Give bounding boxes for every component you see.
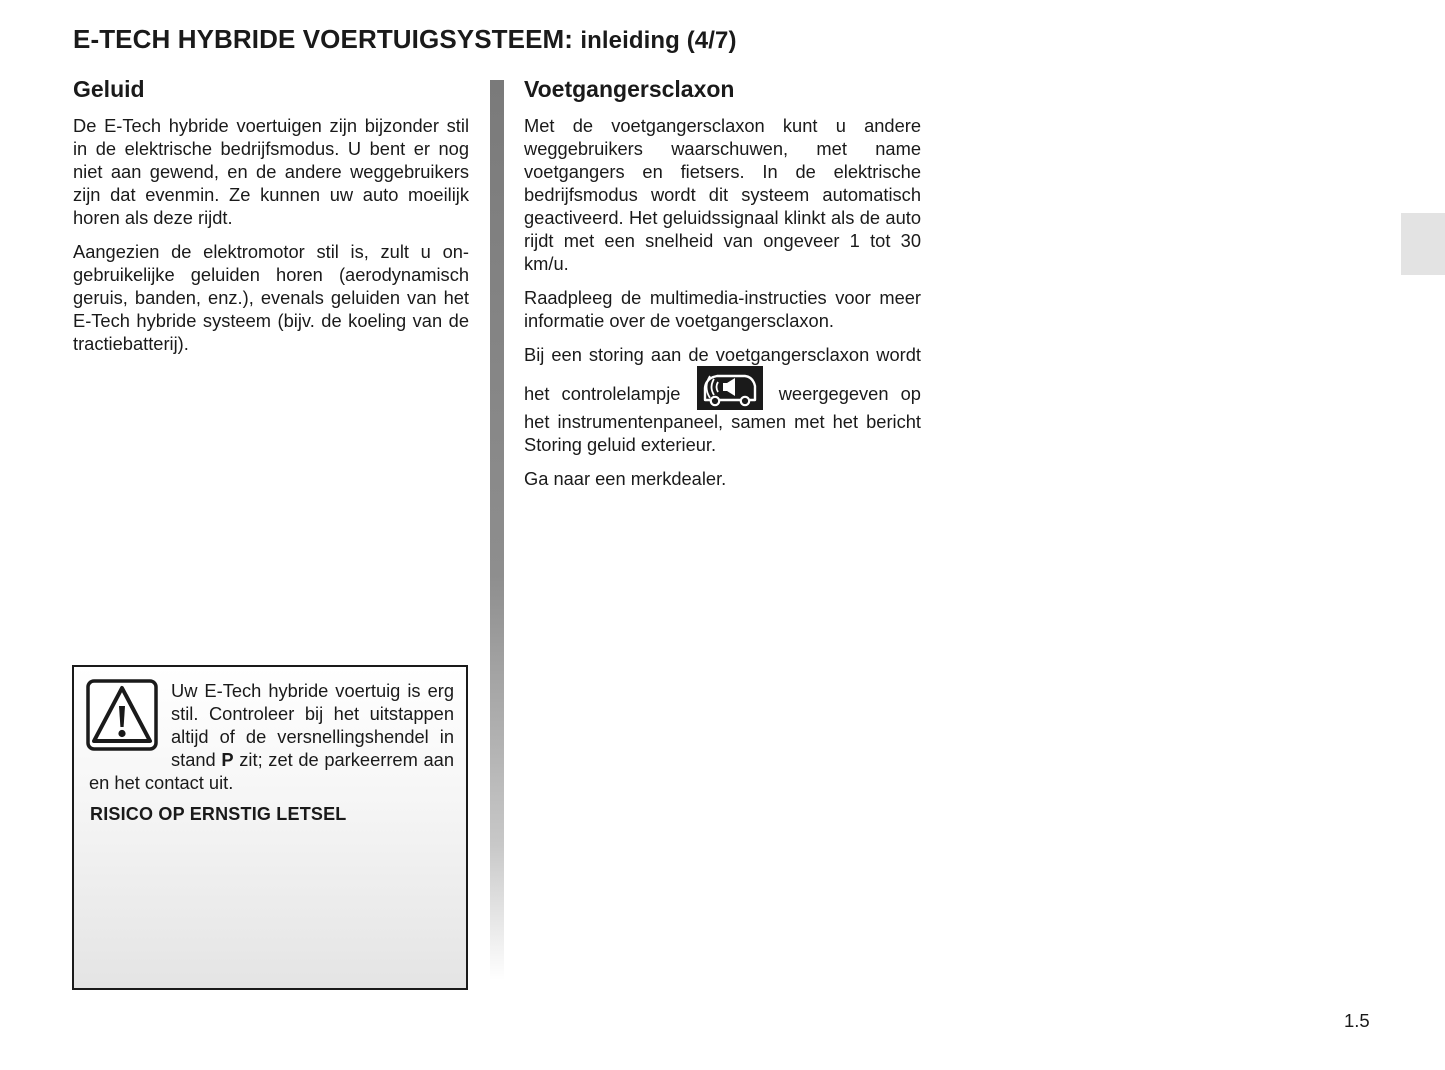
paragraph: Ga naar een merkdealer. [524, 468, 727, 489]
pedestrian-horn-warning-lamp-icon [697, 366, 763, 410]
warning-box [72, 665, 468, 990]
warning-text-part: Uw E-Tech hybride voertuig is erg stil. Controleer bij het uitstappen altijd of de versnellingshendel in stand [171, 680, 454, 770]
paragraph: Raadpleeg de multimedia-instructies voor meer informatie over de voetgangersclaxon. [524, 287, 921, 331]
section-heading-voetgangersclaxon: Voetgangersclaxon [524, 76, 735, 102]
paragraph: Met de voetgangersclaxon kunt u andere weggebruikers waarschuwen, met name voetgangers en fietsers. In de elektrische bedrijfsmodus wordt dit systeem automatisch geactiveerd. Het geluidssignaal klinkt als de auto rijdt met een snelheid van ongeveer 1 tot 30 km/u. [524, 115, 921, 274]
right-column-text [524, 114, 921, 501]
fault-paragraph [524, 343, 921, 456]
page-title-main: E-TECH HYBRIDE VOERTUIGSYSTEEM: [73, 24, 574, 54]
paragraph: De E-Tech hybride voertuigen zijn bijzonder stil in de elektrische bedrijfsmodus. U bent er nog niet aan gewend, en de andere weggebruikers zijn dat evenmin. Ze kunnen uw auto moeilijk horen als deze rijdt. [73, 115, 469, 228]
page-title-subtitle: inleiding (4/7) [580, 27, 737, 54]
chapter-tab [1401, 213, 1445, 275]
page-number: 1.5 [1344, 1010, 1370, 1031]
risk-label: RISICO OP ERNSTIG LETSEL [90, 804, 347, 824]
page-title [73, 24, 737, 55]
fault-text-after: weergegeven op het instrumentenpaneel, samen met het bericht Storing geluid exterieur. [524, 383, 921, 455]
warning-triangle-icon [86, 679, 158, 751]
gear-position-p: P [221, 749, 234, 770]
fault-text-before: Bij een storing aan de voetgangersclaxon wordt het controlelampje [524, 344, 921, 404]
paragraph: Aangezien de elektromotor stil is, zult u ongebruikelijke geluiden horen (aerodynamisch geruis, banden, enz.), evenals geluiden van het E-Tech hybride systeem (bijv. de koeling van de tractiebatterij). [73, 241, 469, 354]
left-column-text [73, 114, 469, 366]
warning-text-part: zit; zet de parkeerrem aan en het contact uit. [89, 749, 454, 793]
column-divider [490, 80, 504, 980]
section-heading-geluid: Geluid [73, 76, 145, 102]
